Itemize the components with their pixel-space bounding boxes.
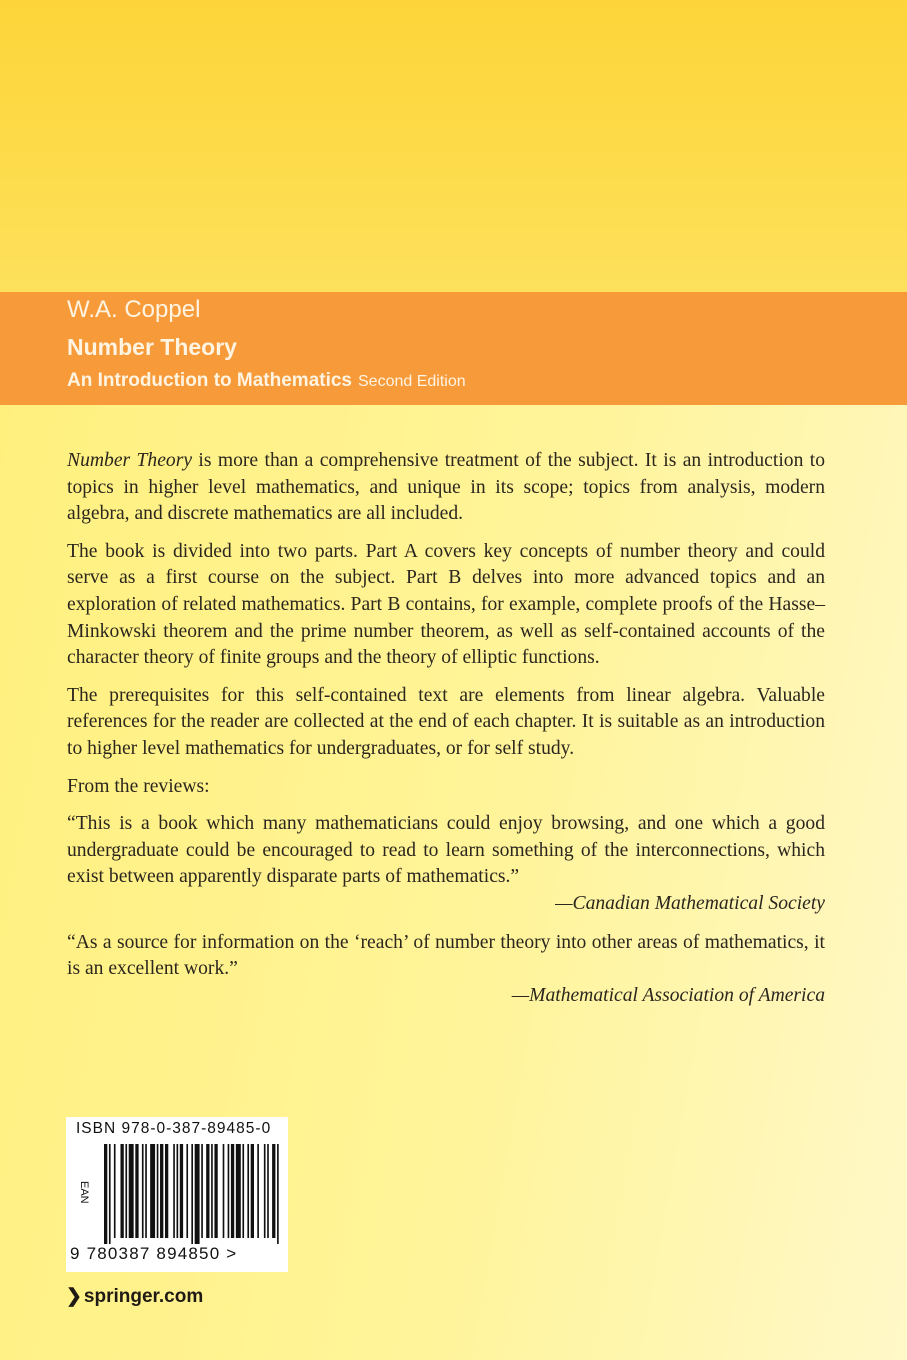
barcode-bar: [201, 1144, 203, 1238]
subtitle-text: An Introduction to Mathematics: [67, 370, 352, 391]
barcode-bar: [129, 1144, 134, 1238]
ean-label: EAN: [78, 1181, 90, 1204]
ean-digits: 9 780387 894850 >: [70, 1244, 238, 1263]
barcode-bar: [214, 1144, 217, 1238]
barcode-bar: [231, 1144, 234, 1238]
reviews-heading: From the reviews:: [67, 775, 210, 797]
barcode-bar: [257, 1144, 259, 1238]
review-quote-1: “This is a book which many mathematicians could enjoy browsing, and one which a good undergraduate could be encouraged to read to learn something of the interconnections, which exist between apparently disparate parts of mathematics.”: [67, 813, 825, 888]
author-name: W.A. Coppel: [67, 296, 201, 323]
blurb-paragraph-2: The book is divided into two parts. Part A covers key concepts of number theory and could serve as a first course on the subject. Part B delves into more advanced topics and an exploration of related mathematics. Part B contains, for example, complete proofs of the Hasse–Minkowski theorem and the prime number theorem, as well as self-contained accounts of the character theory of finite groups and the theory of elliptic functions.: [67, 540, 825, 669]
publisher-url: springer.com: [83, 1286, 204, 1307]
review-quote-2: “As a source for information on the ‘reach’ of number theory into other areas of mathematics, it is an excellent work.”: [67, 931, 825, 980]
isbn-number: ISBN 978-0-387-89485-0: [76, 1120, 272, 1137]
chevron-right-icon: ❯: [66, 1286, 82, 1307]
barcode-bar: [160, 1144, 163, 1238]
cover-top-band: [0, 0, 907, 292]
review-source-2: —Mathematical Association of America: [511, 984, 825, 1006]
barcode-bar: [173, 1144, 175, 1238]
barcode-bar: [177, 1144, 179, 1238]
barcode-bar: [150, 1144, 155, 1238]
barcode-bar: [211, 1144, 213, 1238]
barcode-bar: [125, 1144, 127, 1238]
barcode-bar: [180, 1144, 183, 1238]
barcode-bar: [104, 1144, 107, 1244]
barcode-bar: [251, 1144, 254, 1238]
title-italic: Number Theory: [67, 450, 193, 471]
edition-label: Second Edition: [358, 373, 466, 390]
barcode-bar: [142, 1144, 144, 1238]
barcode-bar: [186, 1144, 188, 1238]
barcode-bar: [247, 1144, 249, 1238]
barcode-image: [104, 1144, 282, 1244]
barcode-bar: [195, 1144, 200, 1244]
blurb-paragraph-1: [67, 448, 825, 528]
barcode-bar: [228, 1144, 230, 1238]
barcode-bar: [157, 1144, 159, 1238]
barcode-panel: [66, 1117, 288, 1272]
blurb-text: [67, 448, 825, 1021]
barcode-bar: [236, 1144, 241, 1238]
barcode-bar: [206, 1144, 209, 1238]
barcode-bar: [114, 1144, 116, 1238]
barcode-bar: [191, 1144, 193, 1244]
review-source-1: —Canadian Mathematical Society: [555, 892, 825, 914]
barcode-bar: [277, 1144, 279, 1244]
barcode-bar: [120, 1144, 123, 1238]
barcode-bar: [109, 1144, 111, 1244]
barcode-bar: [223, 1144, 225, 1238]
barcode-bar: [165, 1144, 168, 1238]
barcode-bar: [242, 1144, 244, 1238]
blurb-paragraph-3: The prerequisites for this self-contained text are elements from linear algebra. Valuable references for the reader are collected at the end of each chapter. It is suitable as an introduction to higher level mathematics for undergraduates, or for self study.: [67, 684, 825, 759]
book-title: Number Theory: [67, 334, 237, 360]
barcode-bar: [135, 1144, 138, 1238]
blurb-paragraph-1-text: is more than a comprehensive treatment of the subject. It is an introduction to topics in higher level mathematics, and unique in its scope; topics from analysis, modern algebra, and discrete mathematics are all included.: [67, 450, 825, 525]
title-banner: [0, 292, 907, 405]
publisher-link[interactable]: [66, 1285, 203, 1308]
book-subtitle: [67, 370, 466, 392]
barcode-bar: [145, 1144, 147, 1238]
barcode-bar: [264, 1144, 266, 1238]
barcode-bar: [267, 1144, 269, 1238]
barcode-bar: [272, 1144, 275, 1238]
